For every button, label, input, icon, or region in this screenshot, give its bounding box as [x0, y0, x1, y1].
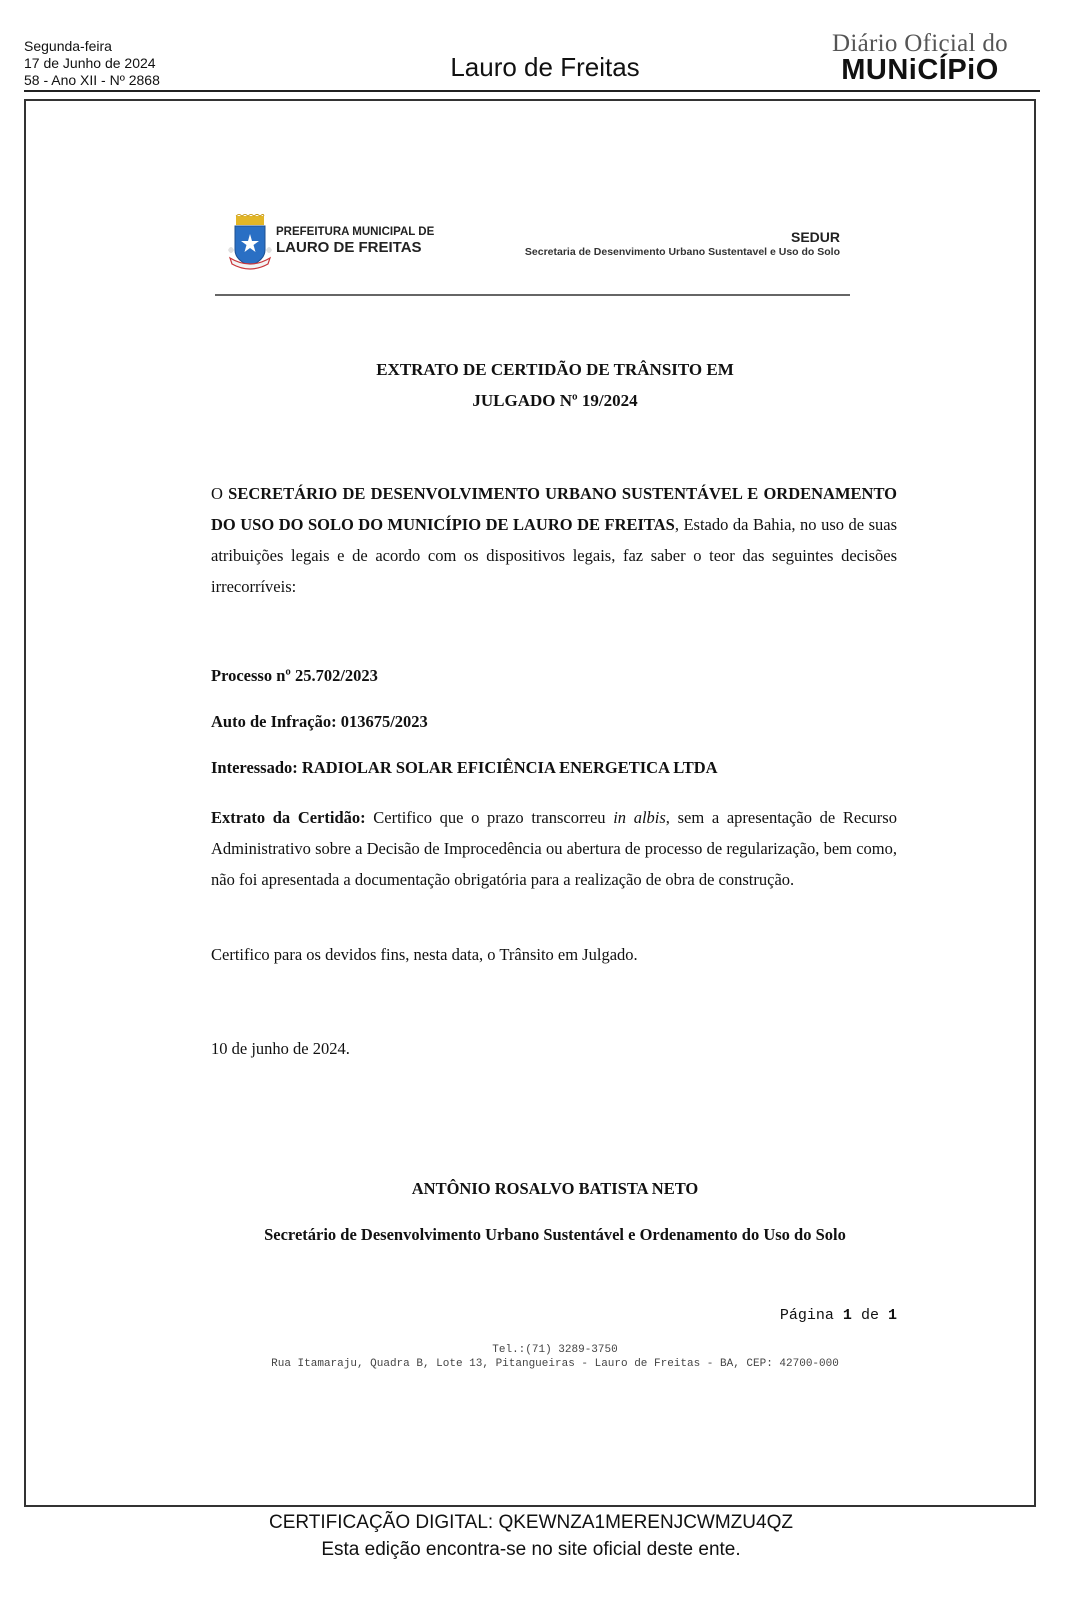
municipal-seal-icon — [228, 214, 272, 272]
document-title-line-1: EXTRATO DE CERTIDÃO DE TRÂNSITO EM — [376, 360, 734, 379]
document-title-line-2: JULGADO Nº 19/2024 — [472, 391, 638, 410]
document-date: 10 de junho de 2024. — [211, 1039, 350, 1058]
page-current: 1 — [842, 1307, 852, 1324]
signer-role: Secretário de Desenvolvimento Urbano Sustentável e Ordenamento do Uso do Solo — [264, 1225, 846, 1244]
intro-authority: SECRETÁRIO DE DESENVOLVIMENTO URBANO SUSTENTÁVEL E ORDENAMENTO DO USO DO SOLO DO MUNICÍPIO DE LAURO DE FREITAS — [211, 484, 897, 534]
letterhead-divider — [215, 294, 850, 296]
extrato-italic: in albis — [613, 808, 666, 827]
brand-logo-bottom: MUNiCÍPiO — [841, 54, 999, 86]
extrato-label: Extrato da Certidão: — [211, 808, 366, 827]
extrato-text-1: Certifico que o prazo transcorreu — [365, 808, 614, 827]
page-of: de — [860, 1307, 879, 1324]
signer-name: ANTÔNIO ROSALVO BATISTA NETO — [411, 1179, 699, 1198]
prefeitura-line-1: PREFEITURA MUNICIPAL DE — [276, 226, 435, 238]
interessado: Interessado: RADIOLAR SOLAR EFICIÊNCIA ENERGETICA LTDA — [211, 758, 718, 777]
edition-notice: Esta edição encontra-se no site oficial deste ente. — [321, 1539, 741, 1560]
document-title — [200, 354, 910, 416]
digital-certification: CERTIFICAÇÃO DIGITAL: QKEWNZA1MERENJCWMZU4QZ — [269, 1512, 793, 1533]
edition-weekday: Segunda-feira — [24, 38, 112, 54]
contact-phone: Tel.:(71) 3289-3750 — [492, 1344, 618, 1356]
extrato-text-2: , sem a apresentação de Recurso Administrativo sobre a Decisão de Improcedência ou abertura de processo de regularização, bem como, não foi apresentada a documentação obrigatória para a realização de obra de construção. — [211, 808, 897, 889]
contact-address: Rua Itamaraju, Quadra B, Lote 13, Pitangueiras - Lauro de Freitas - BA, CEP: 42700-000 — [271, 1358, 839, 1370]
certifico-statement: Certifico para os devidos fins, nesta data, o Trânsito em Julgado. — [211, 945, 638, 964]
brand-logo-top: Diário Oficial do — [832, 30, 1008, 57]
header-divider — [24, 90, 1040, 92]
edition-date: 17 de Junho de 2024 — [24, 55, 156, 71]
intro-paragraph — [211, 478, 897, 602]
sedur-acronym: SEDUR — [790, 229, 840, 245]
extrato-paragraph — [211, 802, 897, 895]
processo-number: Processo nº 25.702/2023 — [211, 666, 378, 685]
auto-infracao: Auto de Infração: 013675/2023 — [211, 712, 428, 731]
intro-prefix: O — [211, 484, 229, 503]
edition-number: 58 - Ano XII - Nº 2868 — [24, 72, 160, 88]
page-number — [700, 1307, 897, 1324]
page-total: 1 — [887, 1307, 897, 1324]
page-label: Página — [779, 1307, 834, 1324]
sedur-full-name: Secretaria de Desenvimento Urbano Sustentavel e Uso do Solo — [524, 246, 840, 258]
city-title: Lauro de Freitas — [450, 52, 640, 82]
prefeitura-line-2: LAURO DE FREITAS — [276, 239, 422, 256]
intro-rest: , Estado da Bahia, no uso de suas atribuições legais e de acordo com os dispositivos legais, faz saber o teor das seguintes decisões irrecorríveis: — [211, 515, 897, 596]
